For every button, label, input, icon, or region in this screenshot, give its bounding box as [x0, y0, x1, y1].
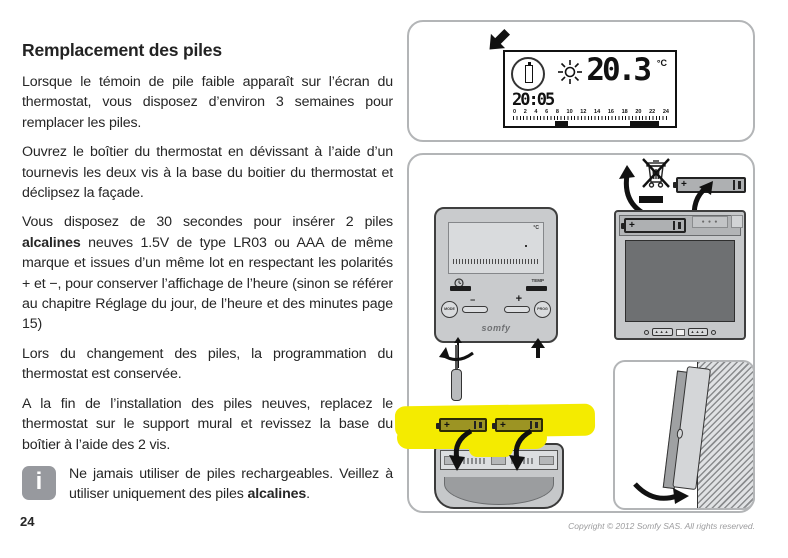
battery-replacement-panel: [407, 153, 755, 513]
new-battery-2: +: [495, 418, 543, 432]
info-icon: i: [22, 466, 56, 500]
copyright-text: Copyright © 2012 Somfy SAS. All rights reserved.: [568, 521, 755, 531]
info-note: [22, 464, 393, 505]
temperature-readout: 20.3: [586, 52, 649, 88]
timeline-hour-labels: 0 2 4 6 8 10 12 14 16 18 20 22 24: [513, 109, 669, 115]
terminal-strip: ▲▲▲ ▲▲▲: [616, 328, 744, 336]
screw-arrow-right-icon: [531, 338, 545, 360]
screen-dot: [525, 245, 527, 247]
screen-unit-label: °C: [533, 225, 539, 231]
back-cover: [625, 240, 735, 322]
paragraph-programming-kept: Lors du changement des piles, la programmation du thermostat est conservée.: [22, 345, 393, 383]
swing-closed-arrow-icon: [629, 478, 691, 506]
wall-mount-inset: [613, 360, 755, 510]
screwdriver-icon: [447, 363, 467, 407]
page-title: Remplacement des piles: [22, 40, 222, 60]
insert-battery-arrow-right-icon: [505, 427, 537, 473]
new-battery-1: +: [439, 418, 487, 432]
thermostat-back-view: [614, 210, 746, 340]
thermostat-front-view: [434, 207, 558, 343]
inserted-battery: +: [624, 218, 686, 233]
plus-label: +: [515, 293, 522, 305]
temperature-unit: °C: [656, 58, 667, 68]
paragraph-open-case: Ouvrez le boîtier du thermostat en dévissant à l’aide d’un tournevis les deux vis à la base du boitier du thermostat et déclipsez la façade.: [22, 144, 393, 202]
unscrew-rotation-arrow-icon: [437, 343, 479, 365]
info-note-text: Ne jamais utiliser de piles rechargeables. Veillez à utiliser uniquement des piles alcalines.: [69, 465, 393, 503]
prog-button: PROG: [534, 301, 551, 318]
timeline-program-bars: [513, 121, 669, 128]
paragraph-reinstall: A la fin de l’installation des piles neuves, replacez le thermostat sur le support mural et revissez la base du boîtier à l’aide des 2 vis.: [22, 395, 393, 453]
paragraph-insert-batteries: Vous disposez de 30 secondes pour insérer 2 piles alcalines neuves 1.5V de type LR03 ou AAA de même marque et issues d’un même lot en respectant les polarités + et −, pour conserver l’affichage de l’heure (sinon se référer au chapitre Réglage du jour, de l’heure et des minutes page 15): [22, 214, 393, 333]
instructions-column: [22, 40, 393, 505]
slot-ridges: ● ● ●: [692, 216, 728, 228]
paragraph-low-battery: Lorsque le témoin de pile faible apparaît sur l’écran du thermostat, vous disposez d’environ 3 semaines pour remplacer les piles.: [22, 74, 393, 131]
compartment-base: [444, 477, 554, 505]
program-timeline: [513, 109, 669, 126]
plus-button: [504, 306, 530, 313]
thermostat-screen: [448, 222, 544, 274]
minus-label: −: [470, 295, 476, 305]
lcd-illustration-panel: [407, 20, 755, 142]
low-battery-indicator-icon: [511, 57, 545, 91]
lcd-display: [503, 50, 677, 128]
temp-key-bar: [526, 286, 547, 291]
timeline-ticks: [513, 116, 669, 120]
minus-button: [462, 306, 488, 313]
temp-label: TEMP: [531, 278, 544, 283]
mode-button: MODE: [441, 301, 458, 318]
insert-battery-arrow-left-icon: [445, 427, 477, 473]
removed-battery: +: [676, 177, 746, 193]
time-readout: 20:05: [512, 90, 554, 110]
clock-key-bar: [450, 286, 471, 291]
page-number: 24: [20, 514, 35, 529]
remove-battery-arrow-left-icon: [615, 163, 649, 215]
somfy-logo: somfy: [481, 323, 511, 333]
sun-icon: [557, 59, 583, 85]
screen-timeline-ticks: [453, 259, 539, 264]
slot-tab: [731, 215, 743, 228]
